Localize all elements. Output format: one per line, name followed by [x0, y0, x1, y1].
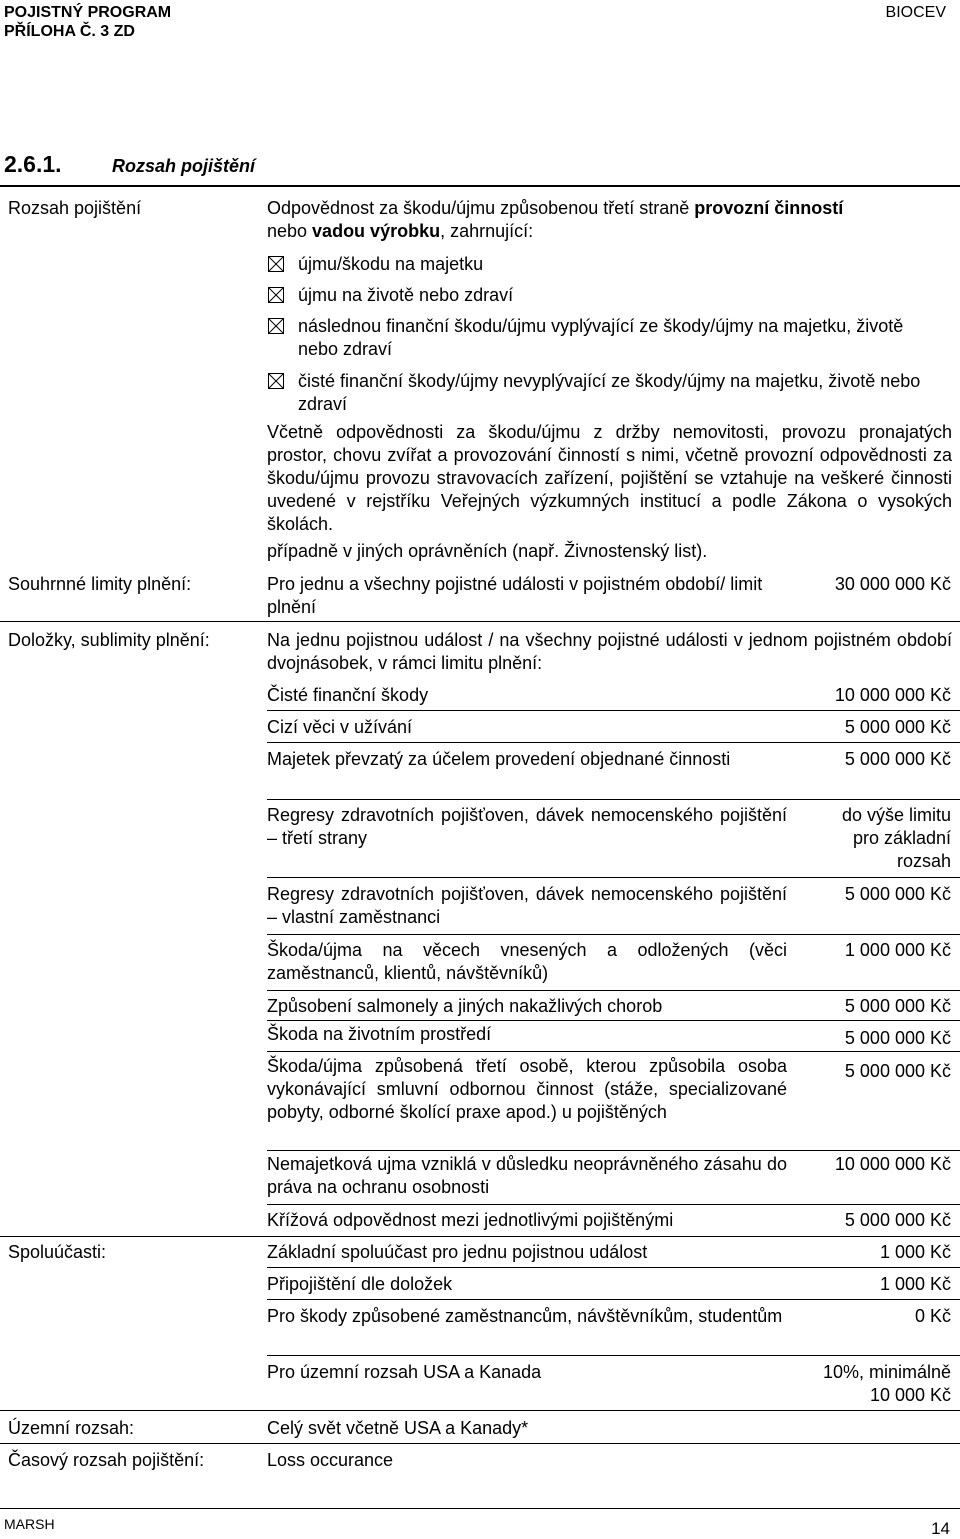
clause-amount: 5 000 000 Kč: [844, 1028, 951, 1048]
row-divider: [267, 934, 960, 935]
clauses-divider: [0, 1236, 960, 1237]
appendix-label: PŘÍLOHA Č. 3 ZD: [4, 23, 135, 40]
clause-text: Nemajetková ujma vzniklá v důsledku neoprávněného zásahu do práva na ochranu osobnosti: [267, 1154, 787, 1197]
row-divider: [267, 1267, 960, 1268]
scope-checkbox-item: [268, 253, 953, 276]
limits-label: Souhrnné limity plnění:: [8, 574, 192, 594]
scope-intro-d: vadou výrobku: [312, 221, 441, 241]
scope-label: Rozsah pojištění: [8, 198, 142, 218]
clause-text: Škoda/újma na věcech vnesených a odložených (věci zaměstnanců, klientů, návštěvníků): [267, 940, 787, 983]
clause-text: Křížová odpovědnost mezi jednotlivými pojištěnými: [267, 1210, 674, 1230]
clause-amount: 1 000 000 Kč: [844, 940, 951, 960]
section-title: [4, 150, 255, 178]
deductibles-divider: [0, 1410, 960, 1411]
header-left: [4, 3, 171, 41]
checkbox-item-text: následnou finanční škodu/újmu vyplývající ze škody/újmy na majetku, životě nebo zdraví: [298, 316, 904, 359]
section-number: 2.6.1.: [4, 151, 62, 177]
row-divider: [267, 877, 960, 878]
clauses-intro: Na jednu pojistnou událost / na všechny pojistné události v jednom pojistném období dvojnásobek, v rámci limitu plnění:: [267, 630, 952, 673]
deductible-text: Připojištění dle doložek: [267, 1274, 453, 1294]
clause-amount: 5 000 000 Kč: [844, 884, 951, 904]
clause-text: Cizí věci v užívání: [267, 717, 413, 737]
deductible-text: Pro územní rozsah USA a Kanada: [267, 1362, 542, 1382]
territory-label: Územní rozsah:: [8, 1418, 135, 1438]
clause-amount: 10 000 000 Kč: [834, 685, 951, 705]
deductible-amount: 0 Kč: [914, 1306, 951, 1326]
checkbox-item-text: čisté finanční škody/újmy nevyplývající ze škody/újmy na majetku, životě nebo zdraví: [298, 371, 921, 414]
clause-amount: 5 000 000 Kč: [844, 1061, 951, 1081]
row-divider: [267, 799, 960, 800]
row-divider: [267, 1355, 960, 1356]
time-scope-value: Loss occurance: [267, 1450, 394, 1470]
scope-checkbox-item: [268, 315, 948, 361]
deductible-amount: 10%, minimálně 10 000 Kč: [822, 1362, 951, 1405]
scope-including-tail: případně v jiných oprávněních (např. Živnostenský list).: [267, 541, 708, 561]
scope-intro-b: provozní činností: [694, 198, 844, 218]
scope-including: Včetně odpovědnosti za škodu/újmu z držby nemovitosti, provozu pronajatých prostor, chovu zvířat a provozování činností s nimi, včetně provozní odpovědnosti za škodu/újmu provozu stravovacích zařízení, pojištění se vztahuje na veškeré činnosti uvedené v rejstříku Veřejných výzkumných institucí a podle Zákona o vysokých školách.: [267, 422, 952, 534]
clause-text: Způsobení salmonely a jiných nakažlivých chorob: [267, 996, 663, 1016]
territory-value: Celý svět včetně USA a Kanady*: [267, 1418, 529, 1438]
scope-checkbox-item: [268, 370, 958, 416]
checkbox-item-text: újmu na životě nebo zdraví: [298, 285, 514, 305]
section-divider: [0, 185, 960, 187]
scope-intro-e: , zahrnující:: [440, 221, 534, 241]
clause-amount: 10 000 000 Kč: [834, 1154, 951, 1174]
footer-brand: MARSH: [4, 1516, 55, 1532]
limits-text: Pro jednu a všechny pojistné události v pojistném období/ limit plnění: [267, 574, 763, 617]
row-divider: [267, 1020, 960, 1021]
scope-checkbox-item: [268, 284, 953, 307]
clause-amount: do výše limitu pro základní rozsah: [841, 805, 951, 871]
checkbox-item-text: újmu/škodu na majetku: [298, 254, 484, 274]
checked-box-icon: [268, 256, 284, 272]
scope-intro-a: Odpovědnost za škodu/újmu způsobenou třetí straně: [267, 198, 695, 218]
checked-box-icon: [268, 318, 284, 334]
deductibles-label: Spoluúčasti:: [8, 1242, 107, 1262]
limits-amount: 30 000 000 Kč: [834, 574, 951, 594]
row-divider: [267, 1299, 960, 1300]
clause-text: Majetek převzatý za účelem provedení objednané činnosti: [267, 749, 731, 769]
page-number: 14: [931, 1519, 950, 1538]
clause-text: Regresy zdravotních pojišťoven, dávek nemocenského pojištění – vlastní zaměstnanci: [267, 884, 787, 927]
clause-amount: 5 000 000 Kč: [844, 717, 951, 737]
deductible-amount: 1 000 Kč: [879, 1242, 951, 1262]
deductible-text: Základní spoluúčast pro jednu pojistnou událost: [267, 1242, 648, 1262]
clause-amount: 5 000 000 Kč: [844, 749, 951, 769]
section-title-text: Rozsah pojištění: [112, 156, 256, 176]
clause-text: Škoda/újma způsobená třetí osobě, kterou způsobila osoba vykonávající smluvní odbornou činnost (stáže, specializované pobyty, odborné školící praxe apod.) u pojištěných: [267, 1056, 787, 1122]
row-divider: [267, 1051, 960, 1052]
row-divider: [267, 742, 960, 743]
row-divider: [267, 1204, 960, 1205]
row-divider: [267, 710, 960, 711]
checked-box-icon: [268, 287, 284, 303]
scope-intro: [267, 197, 952, 243]
client-name: BIOCEV: [885, 4, 946, 21]
footer-divider: [0, 1508, 960, 1509]
row-divider: [267, 990, 960, 991]
clause-text: Čisté finanční škody: [267, 685, 429, 705]
clause-amount: 5 000 000 Kč: [844, 996, 951, 1016]
scope-intro-c: nebo: [267, 221, 313, 241]
program-title: POJISTNÝ PROGRAM: [4, 4, 172, 21]
limits-divider: [0, 621, 960, 622]
checked-box-icon: [268, 373, 284, 389]
clauses-label: Doložky, sublimity plnění:: [8, 630, 210, 650]
time-scope-label: Časový rozsah pojištění:: [8, 1450, 205, 1470]
deductible-amount: 1 000 Kč: [879, 1274, 951, 1294]
row-divider: [267, 1150, 960, 1151]
clause-text: Škoda na životním prostředí: [267, 1024, 492, 1044]
deductible-text: Pro škody způsobené zaměstnancům, návštěvníkům, studentům: [267, 1306, 783, 1326]
clause-amount: 5 000 000 Kč: [844, 1210, 951, 1230]
clause-text: Regresy zdravotních pojišťoven, dávek nemocenského pojištění – třetí strany: [267, 805, 787, 848]
territory-divider: [0, 1443, 960, 1444]
